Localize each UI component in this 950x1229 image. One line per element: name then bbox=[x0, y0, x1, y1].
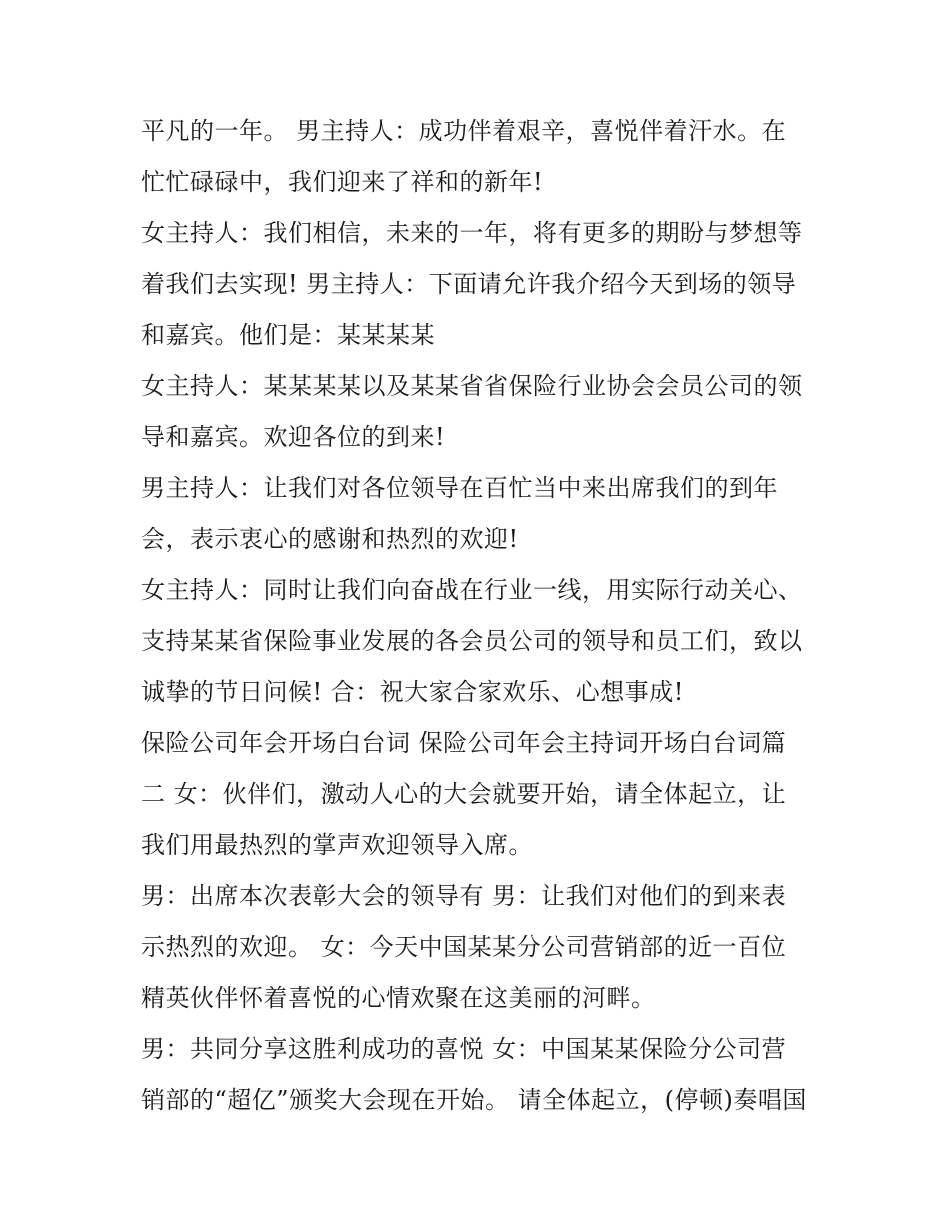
text-line: 支持某某省保险事业发展的各会员公司的领导和员工们，致以 bbox=[141, 627, 803, 655]
document-body bbox=[141, 106, 841, 1126]
text-line: 会，表示衷心的感谢和热烈的欢迎! bbox=[141, 525, 519, 553]
text-line: 男：出席本次表彰大会的领导有 男：让我们对他们的到来表 bbox=[141, 882, 787, 910]
text-line: 男：共同分享这胜利成功的喜悦 女：中国某某保险分公司营 bbox=[141, 1035, 787, 1063]
text-line: 保险公司年会开场白台词 保险公司年会主持词开场白台词篇 bbox=[141, 729, 787, 757]
text-line: 男主持人：让我们对各位领导在百忙当中来出席我们的到年 bbox=[141, 474, 778, 502]
text-line: 平凡的一年。 男主持人：成功伴着艰辛，喜悦伴着汗水。在 bbox=[141, 117, 787, 145]
text-line: 着我们去实现! 男主持人：下面请允许我介绍今天到场的领导 bbox=[141, 270, 797, 298]
text-line: 导和嘉宾。欢迎各位的到来! bbox=[141, 423, 446, 451]
text-line: 女主持人：同时让我们向奋战在行业一线，用实际行动关心、 bbox=[141, 576, 803, 604]
text-line: 和嘉宾。他们是：某某某某 bbox=[141, 321, 435, 349]
text-line: 销部的“超亿”颁奖大会现在开始。 请全体起立，(停顿)奏唱国 bbox=[141, 1086, 807, 1114]
text-line: 女主持人：我们相信，未来的一年，将有更多的期盼与梦想等 bbox=[141, 219, 803, 247]
text-line: 忙忙碌碌中，我们迎来了祥和的新年! bbox=[141, 168, 544, 196]
text-line: 二 女：伙伴们，激动人心的大会就要开始，请全体起立，让 bbox=[141, 780, 787, 808]
text-line: 诚挚的节日问候! 合：祝大家合家欢乐、心想事成! bbox=[141, 678, 684, 706]
text-line: 我们用最热烈的掌声欢迎领导入席。 bbox=[141, 831, 533, 859]
text-line: 女主持人：某某某某以及某某省省保险行业协会会员公司的领 bbox=[141, 372, 803, 400]
text-line: 精英伙伴怀着喜悦的心情欢聚在这美丽的河畔。 bbox=[141, 984, 656, 1012]
text-line: 示热烈的欢迎。 女：今天中国某某分公司营销部的近一百位 bbox=[141, 933, 787, 961]
